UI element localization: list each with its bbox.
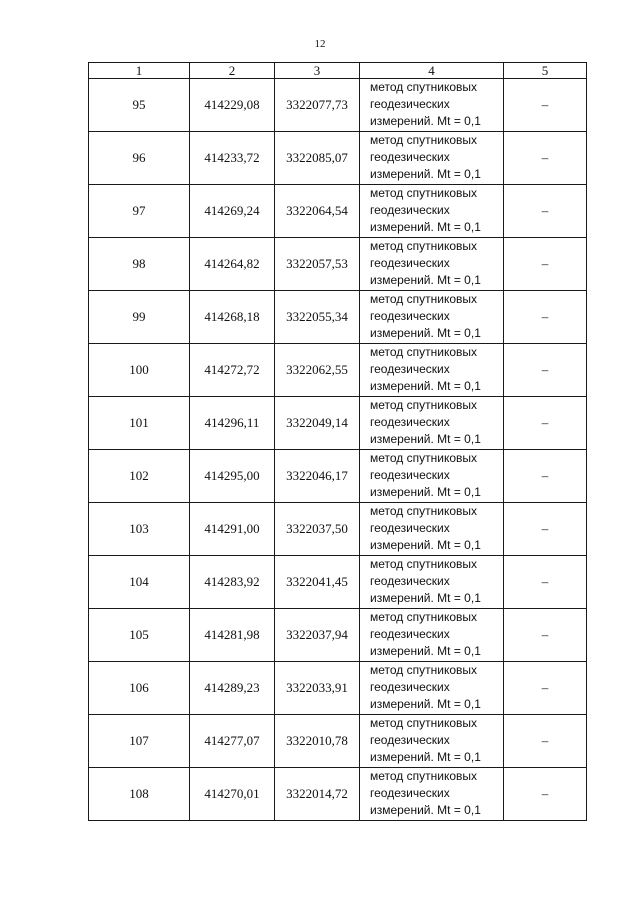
coord-y-cell: 3322055,34 xyxy=(275,291,360,344)
method-line: метод спутниковых xyxy=(370,239,478,253)
point-number-cell: 99 xyxy=(89,291,190,344)
method-cell xyxy=(360,715,504,768)
table-body xyxy=(89,63,587,821)
coord-x-cell: 414270,01 xyxy=(190,768,275,821)
point-number-cell: 100 xyxy=(89,344,190,397)
table-row xyxy=(89,132,587,185)
method-cell xyxy=(360,768,504,821)
note-cell: – xyxy=(504,79,587,132)
header-cell-1: 1 xyxy=(89,63,190,79)
method-line: геодезических xyxy=(370,97,450,111)
coord-x-cell: 414283,92 xyxy=(190,556,275,609)
coord-x-cell: 414269,24 xyxy=(190,185,275,238)
method-line: геодезических xyxy=(370,415,450,429)
note-cell: – xyxy=(504,397,587,450)
method-cell xyxy=(360,344,504,397)
note-cell: – xyxy=(504,344,587,397)
method-line: геодезических xyxy=(370,521,450,535)
method-line: геодезических xyxy=(370,256,450,270)
method-line: измерений. Mt = 0,1 xyxy=(370,220,481,234)
method-line: геодезических xyxy=(370,203,450,217)
table-row xyxy=(89,715,587,768)
method-cell xyxy=(360,609,504,662)
coord-y-cell: 3322049,14 xyxy=(275,397,360,450)
table-header-row xyxy=(89,63,587,79)
method-line: геодезических xyxy=(370,362,450,376)
table-row xyxy=(89,344,587,397)
coord-y-cell: 3322010,78 xyxy=(275,715,360,768)
point-number-cell: 103 xyxy=(89,503,190,556)
method-line: измерений. Mt = 0,1 xyxy=(370,379,481,393)
method-line: метод спутниковых xyxy=(370,504,478,518)
table-row xyxy=(89,79,587,132)
note-cell: – xyxy=(504,609,587,662)
method-line: геодезических xyxy=(370,786,450,800)
point-number-cell: 106 xyxy=(89,662,190,715)
note-cell: – xyxy=(504,238,587,291)
method-line: измерений. Mt = 0,1 xyxy=(370,591,481,605)
method-cell xyxy=(360,503,504,556)
note-cell: – xyxy=(504,503,587,556)
coord-y-cell: 3322062,55 xyxy=(275,344,360,397)
note-cell: – xyxy=(504,450,587,503)
coord-x-cell: 414295,00 xyxy=(190,450,275,503)
table-row xyxy=(89,291,587,344)
coord-x-cell: 414268,18 xyxy=(190,291,275,344)
method-line: геодезических xyxy=(370,150,450,164)
method-line: измерений. Mt = 0,1 xyxy=(370,485,481,499)
point-number-cell: 95 xyxy=(89,79,190,132)
method-line: метод спутниковых xyxy=(370,398,478,412)
note-cell: – xyxy=(504,291,587,344)
coord-x-cell: 414296,11 xyxy=(190,397,275,450)
page-number: 12 xyxy=(314,38,326,50)
method-line: метод спутниковых xyxy=(370,186,478,200)
coord-x-cell: 414291,00 xyxy=(190,503,275,556)
note-cell: – xyxy=(504,185,587,238)
method-line: измерений. Mt = 0,1 xyxy=(370,803,481,817)
method-line: метод спутниковых xyxy=(370,133,478,147)
table-row xyxy=(89,450,587,503)
header-cell-2: 2 xyxy=(190,63,275,79)
point-number-cell: 101 xyxy=(89,397,190,450)
coord-x-cell: 414281,98 xyxy=(190,609,275,662)
table-row xyxy=(89,397,587,450)
coord-y-cell: 3322037,50 xyxy=(275,503,360,556)
method-line: метод спутниковых xyxy=(370,716,478,730)
method-cell xyxy=(360,79,504,132)
method-line: метод спутниковых xyxy=(370,769,478,783)
method-line: геодезических xyxy=(370,574,450,588)
method-line: измерений. Mt = 0,1 xyxy=(370,538,481,552)
coord-x-cell: 414277,07 xyxy=(190,715,275,768)
note-cell: – xyxy=(504,768,587,821)
method-line: метод спутниковых xyxy=(370,345,478,359)
method-line: метод спутниковых xyxy=(370,292,478,306)
table-row xyxy=(89,238,587,291)
coord-y-cell: 3322041,45 xyxy=(275,556,360,609)
coord-x-cell: 414264,82 xyxy=(190,238,275,291)
method-line: измерений. Mt = 0,1 xyxy=(370,167,481,181)
note-cell: – xyxy=(504,715,587,768)
coord-y-cell: 3322046,17 xyxy=(275,450,360,503)
coord-y-cell: 3322077,73 xyxy=(275,79,360,132)
table-row xyxy=(89,662,587,715)
point-number-cell: 107 xyxy=(89,715,190,768)
coord-y-cell: 3322033,91 xyxy=(275,662,360,715)
point-number-cell: 105 xyxy=(89,609,190,662)
method-line: измерений. Mt = 0,1 xyxy=(370,697,481,711)
header-cell-3: 3 xyxy=(275,63,360,79)
method-cell xyxy=(360,291,504,344)
method-line: измерений. Mt = 0,1 xyxy=(370,273,481,287)
method-line: метод спутниковых xyxy=(370,451,478,465)
coord-x-cell: 414233,72 xyxy=(190,132,275,185)
note-cell: – xyxy=(504,662,587,715)
method-cell xyxy=(360,662,504,715)
point-number-cell: 104 xyxy=(89,556,190,609)
coord-x-cell: 414272,72 xyxy=(190,344,275,397)
note-cell: – xyxy=(504,132,587,185)
coordinates-table xyxy=(88,62,587,821)
coord-y-cell: 3322014,72 xyxy=(275,768,360,821)
method-line: измерений. Mt = 0,1 xyxy=(370,750,481,764)
method-line: измерений. Mt = 0,1 xyxy=(370,326,481,340)
table-row xyxy=(89,503,587,556)
method-line: геодезических xyxy=(370,468,450,482)
coord-y-cell: 3322085,07 xyxy=(275,132,360,185)
coord-y-cell: 3322037,94 xyxy=(275,609,360,662)
table-row xyxy=(89,768,587,821)
method-cell xyxy=(360,238,504,291)
table-row xyxy=(89,556,587,609)
point-number-cell: 97 xyxy=(89,185,190,238)
point-number-cell: 102 xyxy=(89,450,190,503)
coord-x-cell: 414289,23 xyxy=(190,662,275,715)
method-cell xyxy=(360,450,504,503)
point-number-cell: 98 xyxy=(89,238,190,291)
coord-y-cell: 3322064,54 xyxy=(275,185,360,238)
method-cell xyxy=(360,397,504,450)
method-line: измерений. Mt = 0,1 xyxy=(370,114,481,128)
method-line: измерений. Mt = 0,1 xyxy=(370,432,481,446)
method-line: геодезических xyxy=(370,627,450,641)
method-line: геодезических xyxy=(370,733,450,747)
method-cell xyxy=(360,132,504,185)
point-number-cell: 108 xyxy=(89,768,190,821)
method-cell xyxy=(360,185,504,238)
method-cell xyxy=(360,556,504,609)
method-line: геодезических xyxy=(370,680,450,694)
method-line: метод спутниковых xyxy=(370,557,478,571)
method-line: метод спутниковых xyxy=(370,663,478,677)
header-cell-4: 4 xyxy=(360,63,504,79)
method-line: метод спутниковых xyxy=(370,80,478,94)
coord-y-cell: 3322057,53 xyxy=(275,238,360,291)
header-cell-5: 5 xyxy=(504,63,587,79)
method-line: геодезических xyxy=(370,309,450,323)
method-line: метод спутниковых xyxy=(370,610,478,624)
point-number-cell: 96 xyxy=(89,132,190,185)
coord-x-cell: 414229,08 xyxy=(190,79,275,132)
table-row xyxy=(89,185,587,238)
method-line: измерений. Mt = 0,1 xyxy=(370,644,481,658)
table-row xyxy=(89,609,587,662)
note-cell: – xyxy=(504,556,587,609)
